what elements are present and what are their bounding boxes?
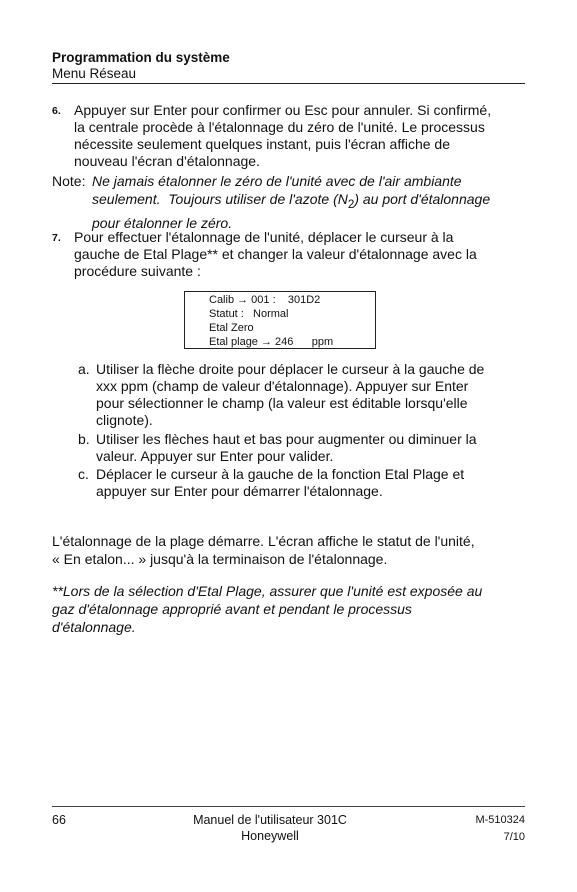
paragraph-footnote xyxy=(52,582,522,636)
footer-divider xyxy=(52,806,525,807)
substep-a xyxy=(78,361,518,429)
text-line: Utiliser la flèche droite pour déplacer le curseur à la gauche de xyxy=(96,361,485,377)
header-divider xyxy=(52,83,525,84)
footer-right xyxy=(475,812,525,846)
manual-title: Manuel de l'utilisateur 301C xyxy=(193,813,347,827)
step-7 xyxy=(52,229,522,280)
step-text xyxy=(74,102,522,170)
lcd-row-zero: Etal Zero xyxy=(209,322,254,334)
note-line: Ne jamais étalonner le zéro de l'unité avec de l'air ambiante xyxy=(92,173,462,189)
document-number: M-510324 xyxy=(475,814,525,826)
text-line: **Lors de la sélection d'Etal Plage, assurer que l'unité est exposée au xyxy=(52,583,483,599)
text-line: Utiliser les flèches haut et bas pour augmenter ou diminuer la xyxy=(96,431,477,447)
text-line: L'étalonnage de la plage démarre. L'écran affiche le statut de l'unité, xyxy=(52,533,475,549)
text-line: xxx ppm (champ de valeur d'étalonnage). Appuyer sur Enter xyxy=(96,378,469,394)
substep-text xyxy=(96,361,518,429)
text-line: clignote). xyxy=(96,412,153,428)
text-line: « En etalon... » jusqu'à la terminaison de l'étalonnage. xyxy=(52,551,388,567)
text-line: Déplacer le curseur à la gauche de la fonction Etal Plage et xyxy=(96,466,465,482)
lcd-display-box xyxy=(184,291,376,349)
cursor-arrow-icon: → xyxy=(260,336,272,348)
text-line: nouveau l'écran d'étalonnage. xyxy=(74,153,260,169)
revision-date: 7/10 xyxy=(503,831,525,843)
step-6 xyxy=(52,102,522,170)
text-line: la centrale procède à l'étalonnage du zéro de l'unité. Le processus xyxy=(74,119,485,135)
substep-c xyxy=(78,466,518,500)
step-text xyxy=(74,229,522,280)
text-line: valeur. Appuyer sur Enter pour valider. xyxy=(96,448,334,464)
page-number: 66 xyxy=(52,813,66,827)
lcd-row-span: Etal plage → 246 ppm xyxy=(209,336,334,348)
substep-text xyxy=(96,431,518,465)
lcd-row-calib: Calib → 001 : 301D2 xyxy=(209,294,321,306)
note-line: seulement. Toujours utiliser de l'azote $(N_2)$ au port d'étalonnage xyxy=(92,191,491,211)
lcd-row-status: Statut : Normal xyxy=(209,308,289,320)
substep-letter: c. xyxy=(78,466,89,482)
text-line: appuyer sur Enter pour démarrer l'étalonnage. xyxy=(96,483,383,499)
footer-center xyxy=(180,812,360,844)
text-line: gaz d'étalonnage approprié avant et pendant le processus xyxy=(52,601,412,617)
text-line: d'étalonnage. xyxy=(52,619,136,635)
text-line: Pour effectuer l'étalonnage de l'unité, déplacer le curseur à la xyxy=(74,229,454,245)
text-line: nécessite seulement quelques instant, puis l'écran affiche de xyxy=(74,136,450,152)
paragraph-calibration-start xyxy=(52,532,522,568)
section-title: Programmation du système xyxy=(52,50,230,65)
step-number: 6. xyxy=(52,105,61,117)
substep-text xyxy=(96,466,518,500)
substep-letter: b. xyxy=(78,431,90,447)
note-block xyxy=(52,172,522,232)
step-number: 7. xyxy=(52,232,61,244)
text-line: pour sélectionner le champ (la valeur est éditable lorsqu'elle xyxy=(96,395,468,411)
substep-b xyxy=(78,431,518,465)
text-line: procédure suivante : xyxy=(74,263,201,279)
cursor-arrow-icon: → xyxy=(237,294,249,306)
brand-name: Honeywell xyxy=(241,829,299,843)
section-subtitle: Menu Réseau xyxy=(52,66,137,81)
text-line: gauche de Etal Plage** et changer la valeur d'étalonnage avec la xyxy=(74,246,477,262)
substep-letter: a. xyxy=(78,361,90,377)
page-header xyxy=(52,50,525,82)
note-line: pour étalonner le zéro. xyxy=(92,214,233,231)
text-line: Appuyer sur Enter pour confirmer ou Esc pour annuler. Si confirmé, xyxy=(74,102,492,118)
note-label: Note: xyxy=(52,173,86,189)
